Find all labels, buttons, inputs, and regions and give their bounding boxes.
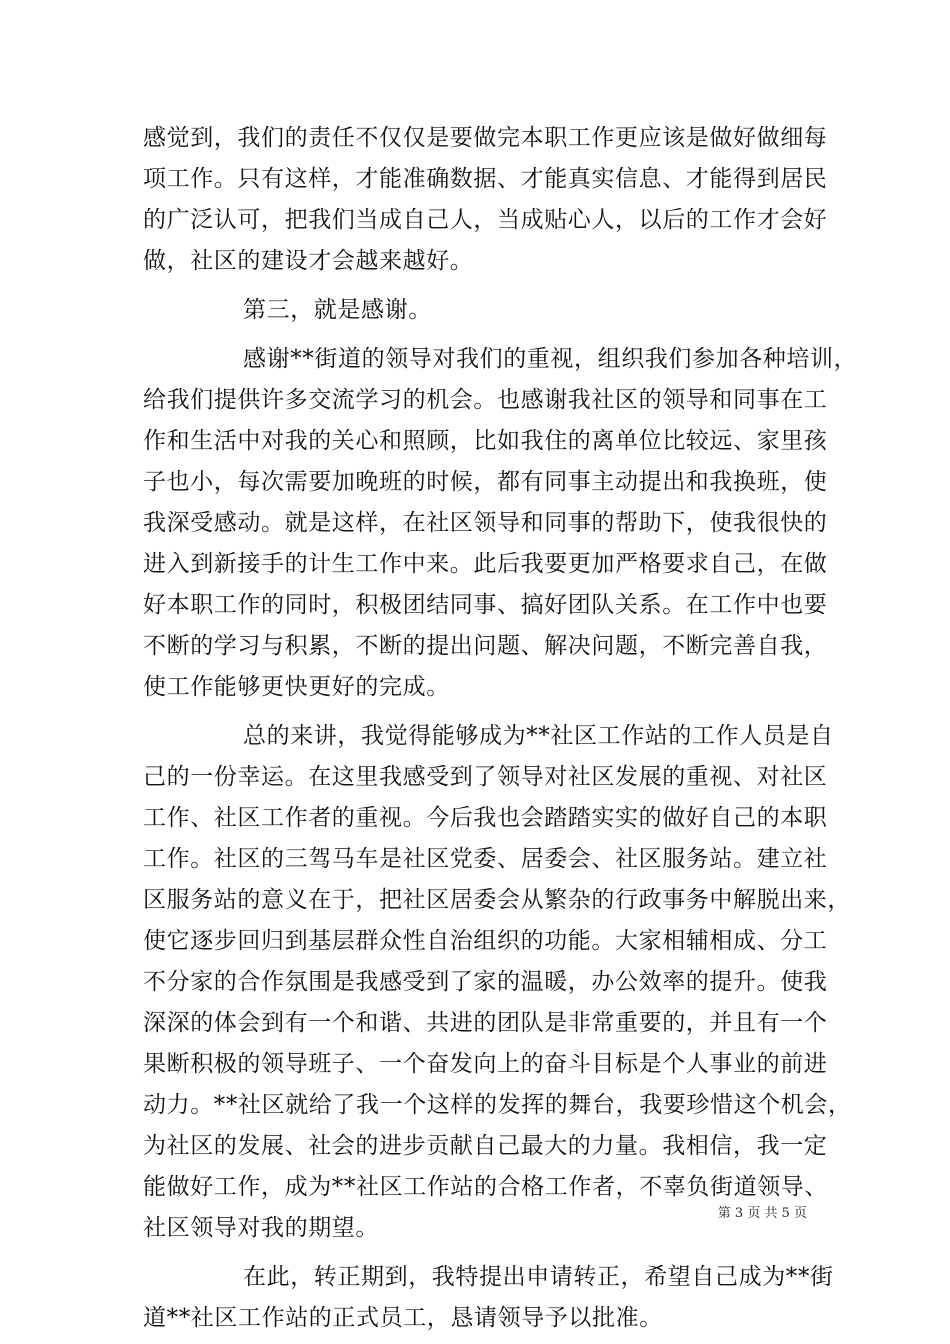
- text-line: 项工作。只有这样，才能准确数据、才能真实信息、才能得到居民: [143, 166, 828, 192]
- text-line: 道**社区工作站的正式员工，恳请领导予以批准。: [143, 1305, 663, 1331]
- text-line: 的广泛认可，把我们当成自己人，当成贴心人，以后的工作才会好: [143, 207, 828, 233]
- text-line: 第三，就是感谢。: [243, 297, 432, 323]
- text-line: 在此，转正期到，我特提出申请转正，希望自己成为**街: [243, 1264, 834, 1290]
- text-line: 果断积极的领导班子、一个奋发向上的奋斗目标是个人事业的前进: [143, 1051, 828, 1077]
- text-line: 子也小，每次需要加晚班的时候，都有同事主动提出和我换班，使: [143, 469, 828, 495]
- text-line: 做，社区的建设才会越来越好。: [143, 248, 474, 274]
- text-line: 作和生活中对我的关心和照顾，比如我住的离单位比较远、家里孩: [143, 428, 828, 454]
- text-line: 我深受感动。就是这样，在社区领导和同事的帮助下，使我很快的: [143, 510, 828, 536]
- paragraph-request: [143, 1257, 834, 1339]
- document-body: [143, 118, 858, 1339]
- text-line: 使工作能够更快更好的完成。: [143, 674, 450, 700]
- text-line: 为社区的发展、社会的进步贡献自己最大的力量。我相信，我一定: [143, 1133, 828, 1159]
- paragraph-thanks: [143, 339, 858, 708]
- paragraph-third-heading: [143, 290, 807, 331]
- text-line: 不断的学习与积累，不断的提出问题、解决问题，不断完善自我，: [143, 633, 828, 659]
- text-line: 深深的体会到有一个和谐、共进的团队是非常重要的，并且有一个: [143, 1010, 828, 1036]
- text-line: 社区领导对我的期望。: [143, 1215, 379, 1241]
- text-line: 总的来讲，我觉得能够成为**社区工作站的工作人员是自: [243, 723, 834, 749]
- text-line: 不分家的合作氛围是我感受到了家的温暖，办公效率的提升。使我: [143, 969, 828, 995]
- text-line: 区服务站的意义在于，把社区居委会从繁杂的行政事务中解脱出来，: [143, 887, 851, 913]
- text-line: 给我们提供许多交流学习的机会。也感谢我社区的领导和同事在工: [143, 387, 828, 413]
- text-line: 好本职工作的同时，积极团结同事、搞好团队关系。在工作中也要: [143, 592, 828, 618]
- text-line: 己的一份幸运。在这里我感受到了领导对社区发展的重视、对社区: [143, 764, 828, 790]
- paragraph-summary: [143, 716, 852, 1249]
- text-line: 感谢**街道的领导对我们的重视，组织我们参加各种培训，: [243, 346, 858, 372]
- text-line: 动力。**社区就给了我一个这样的发挥的舞台，我要珍惜这个机会，: [143, 1092, 852, 1118]
- text-line: 工作、社区工作者的重视。今后我也会踏踏实实的做好自己的本职: [143, 805, 828, 831]
- text-line: 工作。社区的三驾马车是社区党委、居委会、社区服务站。建立社: [143, 846, 828, 872]
- page-number: 第 3 页 共 5 页: [717, 1206, 807, 1221]
- text-line: 感觉到，我们的责任不仅仅是要做完本职工作更应该是做好做细每: [143, 125, 828, 151]
- text-line: 使它逐步回归到基层群众性自治组织的功能。大家相辅相成、分工: [143, 928, 828, 954]
- text-line: 进入到新接手的计生工作中来。此后我要更加严格要求自己，在做: [143, 551, 828, 577]
- paragraph-continuation: [143, 118, 828, 282]
- text-line: 能做好工作，成为**社区工作站的合格工作者，不辜负街道领导、: [143, 1174, 828, 1200]
